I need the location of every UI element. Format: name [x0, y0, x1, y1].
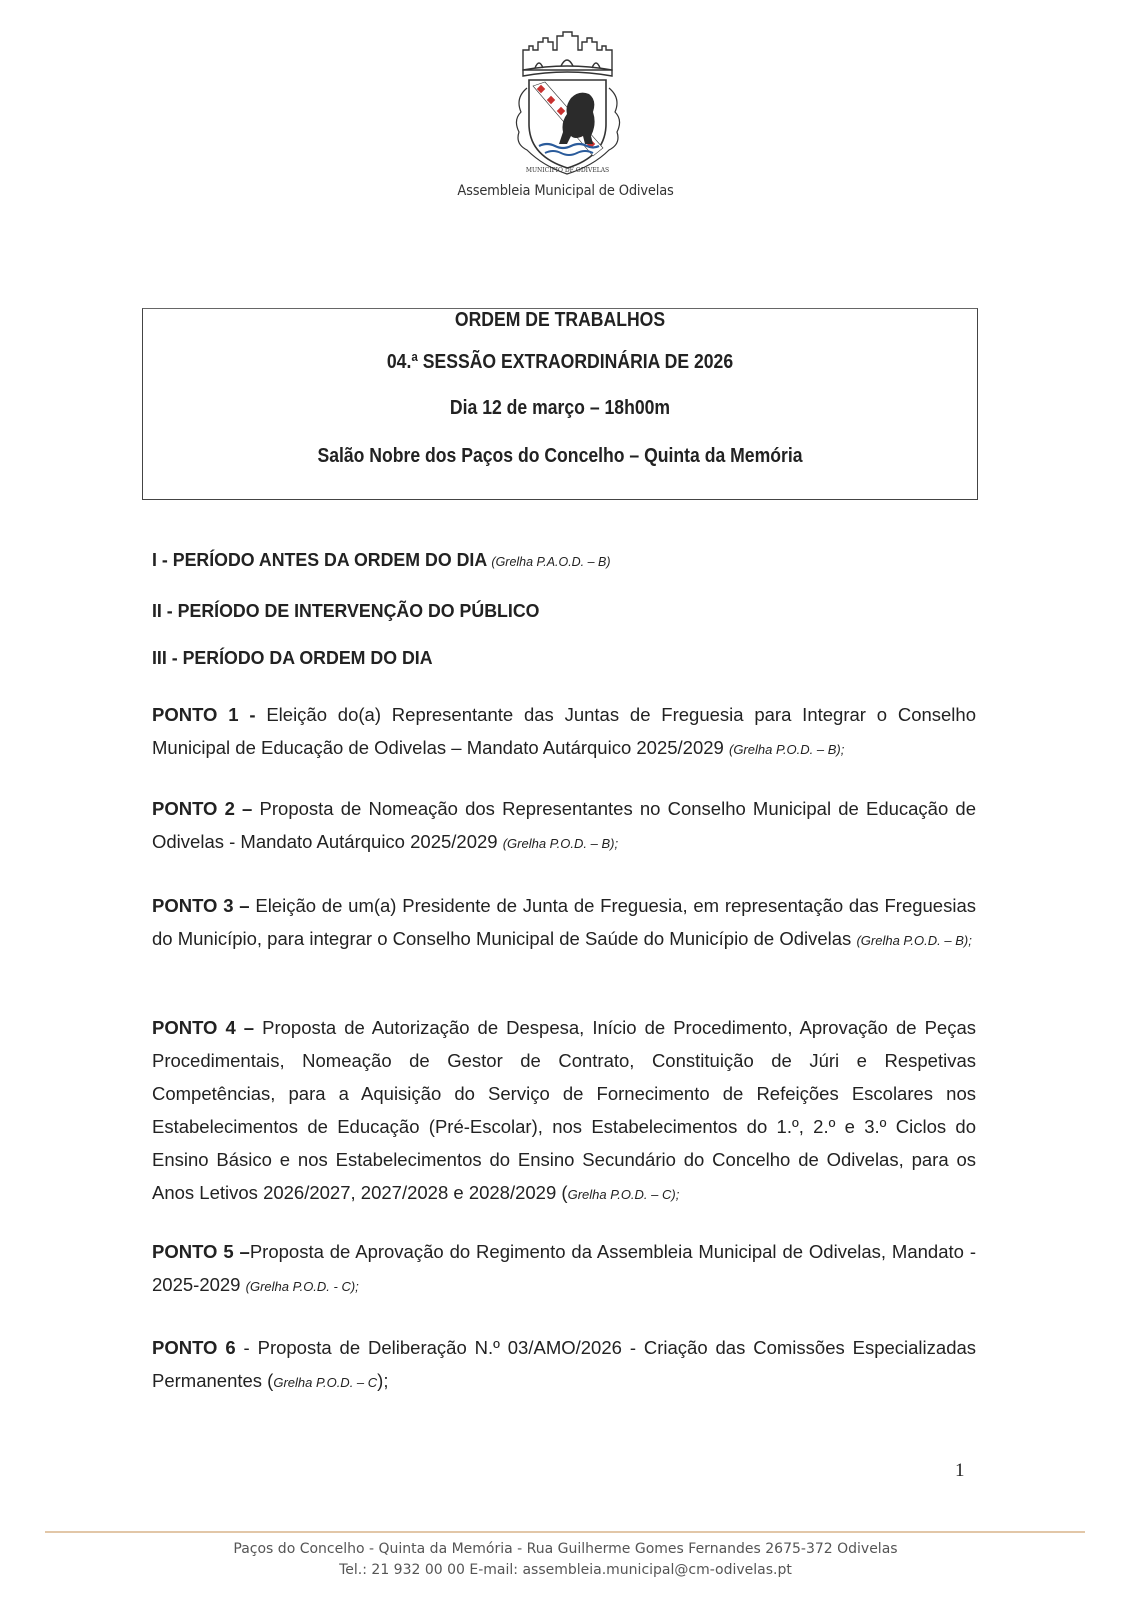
session-location: Salão Nobre dos Paços do Concelho – Quinta da Memória	[317, 445, 803, 467]
municipal-coat-of-arms-icon	[505, 28, 630, 178]
agenda-item-3-text: Eleição de um(a) Presidente de Junta de Freguesia, em representação das Freguesias do Município, para integrar o Conselho Municipal de Saúde do Município de Odivelas	[152, 895, 976, 949]
agenda-item-1	[152, 698, 976, 766]
page-number: 1	[955, 1460, 965, 1481]
agenda-item-4-grelha: Grelha P.O.D. – C);	[567, 1187, 680, 1202]
agenda-item-5-grelha: (Grelha P.O.D. - C);	[245, 1279, 359, 1294]
organization-name: Assembleia Municipal de Odivelas	[457, 183, 674, 199]
agenda-item-1-label: PONTO 1 -	[152, 704, 256, 725]
session-title: 04.ª SESSÃO EXTRAORDINÁRIA DE 2026	[386, 351, 734, 373]
document-title: ORDEM DE TRABALHOS	[454, 309, 666, 331]
agenda-item-4-label: PONTO 4 –	[152, 1017, 255, 1038]
agenda-item-6	[152, 1331, 976, 1399]
section-3-label: III - PERÍODO DA ORDEM DO DIA	[152, 647, 433, 668]
agenda-item-6-tail: );	[377, 1370, 389, 1391]
agenda-item-2-text: Proposta de Nomeação dos Representantes no Conselho Municipal de Educação de Odivelas - Mandato Autárquico 2025/2029	[152, 798, 976, 852]
session-date-time: Dia 12 de março – 18h00m	[449, 397, 671, 419]
agenda-item-2-grelha: (Grelha P.O.D. – B);	[502, 836, 619, 851]
section-2-label: II - PERÍODO DE INTERVENÇÃO DO PÚBLICO	[152, 600, 540, 621]
agenda-item-6-label: PONTO 6	[152, 1337, 236, 1358]
footer-address: Paços do Concelho - Quinta da Memória - Rua Guilherme Gomes Fernandes 2675-372 Odivelas	[233, 1541, 898, 1557]
agenda-item-4	[152, 1011, 976, 1211]
footer-divider	[45, 1531, 1085, 1533]
agenda-item-1-text: Eleição do(a) Representante das Juntas de Freguesia para Integrar o Conselho Municipal de Educação de Odivelas – Mandato Autárquico 2025/2029	[152, 704, 977, 758]
agenda-item-5	[152, 1235, 976, 1303]
title-box	[142, 308, 978, 500]
section-3	[152, 647, 433, 669]
section-2	[152, 600, 539, 622]
agenda-item-6-grelha: Grelha P.O.D. – C	[273, 1375, 378, 1390]
section-1	[152, 549, 611, 571]
agenda-item-5-label: PONTO 5 –	[152, 1241, 250, 1262]
agenda-item-2	[152, 792, 976, 860]
agenda-item-6-text: - Proposta de Deliberação N.º 03/AMO/2026 - Criação das Comissões Especializadas Permanentes (	[152, 1337, 977, 1391]
agenda-item-4-text: Proposta de Autorização de Despesa, Início de Procedimento, Aprovação de Peças Procedimentais, Nomeação de Gestor de Contrato, Constituição de Júri e Respetivas Competências, para a Aquisição do Serviço de Fornecimento de Refeições Escolares nos Estabelecimentos de Educação (Pré-Escolar), nos Estabelecimentos do 1.º, 2.º e 3.º Ciclos do Ensino Básico e nos Estabelecimentos do Ensino Secundário do Concelho de Odivelas, para os Anos Letivos 2026/2027, 2027/2028 e 2028/2029 (	[152, 1017, 976, 1203]
agenda-item-5-text: Proposta de Aprovação do Regimento da Assembleia Municipal de Odivelas, Mandato - 2025-2029	[152, 1241, 976, 1295]
agenda-item-3	[152, 889, 976, 957]
agenda-item-1-grelha: (Grelha P.O.D. – B);	[728, 742, 845, 757]
agenda-item-3-label: PONTO 3 –	[152, 895, 250, 916]
footer-contact: Tel.: 21 932 00 00 E-mail: assembleia.municipal@cm-odivelas.pt	[339, 1562, 792, 1578]
agenda-item-3-grelha: (Grelha P.O.D. – B);	[856, 933, 972, 948]
agenda-item-2-label: PONTO 2 –	[152, 798, 253, 819]
section-1-label: I - PERÍODO ANTES DA ORDEM DO DIA	[152, 549, 487, 570]
crest-motto: MUNICÍPIO DE ODIVELAS	[525, 167, 610, 174]
section-1-grelha: (Grelha P.A.O.D. – B)	[491, 554, 611, 569]
